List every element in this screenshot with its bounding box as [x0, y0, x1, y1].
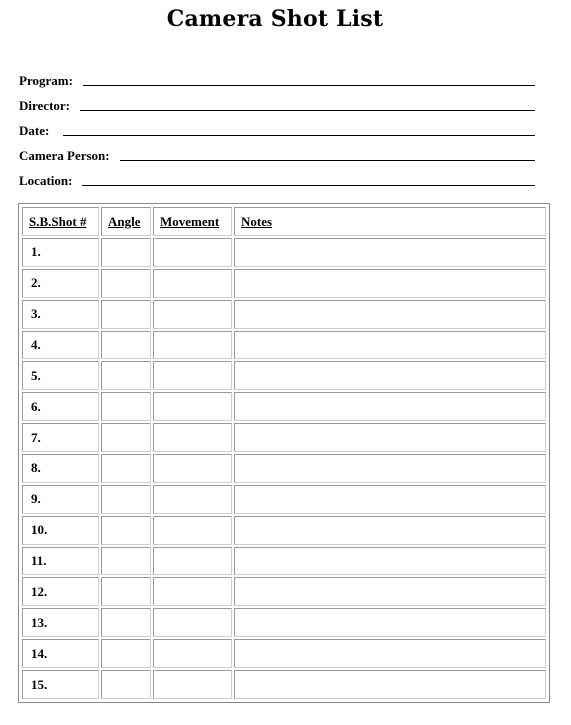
table-row [22, 670, 546, 699]
movement-cell[interactable] [153, 639, 232, 668]
angle-cell[interactable] [101, 608, 151, 637]
camera-person-field[interactable] [120, 146, 535, 161]
angle-cell[interactable] [101, 516, 151, 545]
angle-cell[interactable] [101, 670, 151, 699]
angle-cell[interactable] [101, 392, 151, 421]
shot-number-cell: 6. [22, 392, 99, 421]
shot-number-cell: 10. [22, 516, 99, 545]
angle-cell[interactable] [101, 331, 151, 360]
shot-number-cell: 13. [22, 608, 99, 637]
notes-cell[interactable] [234, 547, 546, 576]
date-field-row [19, 113, 535, 138]
camera-person-label: Camera Person: [19, 148, 110, 163]
notes-cell[interactable] [234, 238, 546, 267]
table-row [22, 423, 546, 452]
notes-cell[interactable] [234, 392, 546, 421]
shot-table-frame [18, 203, 550, 703]
page-title: Camera Shot List [166, 6, 384, 32]
shot-number-cell: 12. [22, 577, 99, 606]
angle-cell[interactable] [101, 547, 151, 576]
table-row [22, 547, 546, 576]
angle-cell[interactable] [101, 423, 151, 452]
table-row [22, 300, 546, 329]
movement-cell[interactable] [153, 392, 232, 421]
header-shot-number: S.B.Shot # [22, 207, 99, 236]
movement-cell[interactable] [153, 300, 232, 329]
director-label: Director: [19, 98, 71, 113]
movement-cell[interactable] [153, 516, 232, 545]
movement-cell[interactable] [153, 361, 232, 390]
location-field[interactable] [82, 171, 535, 186]
shot-number-cell: 7. [22, 423, 99, 452]
table-row [22, 639, 546, 668]
angle-cell[interactable] [101, 361, 151, 390]
shot-number-cell: 1. [22, 238, 99, 267]
notes-cell[interactable] [234, 361, 546, 390]
table-row [22, 361, 546, 390]
shot-number-cell: 5. [22, 361, 99, 390]
angle-cell[interactable] [101, 269, 151, 298]
date-label: Date: [19, 123, 50, 138]
angle-cell[interactable] [101, 577, 151, 606]
table-row [22, 269, 546, 298]
notes-cell[interactable] [234, 269, 546, 298]
notes-cell[interactable] [234, 577, 546, 606]
location-field-row [19, 163, 535, 188]
notes-cell[interactable] [234, 300, 546, 329]
camera-person-field-row [19, 138, 535, 163]
angle-cell[interactable] [101, 454, 151, 483]
header-angle: Angle [101, 207, 151, 236]
table-row [22, 516, 546, 545]
movement-cell[interactable] [153, 238, 232, 267]
table-row [22, 608, 546, 637]
table-row [22, 577, 546, 606]
header-notes: Notes [234, 207, 546, 236]
angle-cell[interactable] [101, 300, 151, 329]
header-movement: Movement [153, 207, 232, 236]
date-field[interactable] [63, 121, 535, 136]
shot-number-cell: 15. [22, 670, 99, 699]
shot-number-cell: 14. [22, 639, 99, 668]
angle-cell[interactable] [101, 485, 151, 514]
angle-cell[interactable] [101, 238, 151, 267]
table-row [22, 454, 546, 483]
director-field-row [19, 88, 535, 113]
table-header-row [22, 207, 546, 236]
program-field-row [19, 63, 535, 88]
notes-cell[interactable] [234, 670, 546, 699]
shot-number-cell: 2. [22, 269, 99, 298]
program-field[interactable] [83, 71, 535, 86]
notes-cell[interactable] [234, 639, 546, 668]
angle-cell[interactable] [101, 639, 151, 668]
movement-cell[interactable] [153, 608, 232, 637]
notes-cell[interactable] [234, 608, 546, 637]
notes-cell[interactable] [234, 485, 546, 514]
shot-list-table [20, 205, 548, 701]
movement-cell[interactable] [153, 547, 232, 576]
director-field[interactable] [80, 96, 535, 111]
notes-cell[interactable] [234, 516, 546, 545]
notes-cell[interactable] [234, 454, 546, 483]
table-row [22, 238, 546, 267]
shot-number-cell: 4. [22, 331, 99, 360]
table-row [22, 485, 546, 514]
table-row [22, 331, 546, 360]
movement-cell[interactable] [153, 670, 232, 699]
movement-cell[interactable] [153, 485, 232, 514]
movement-cell[interactable] [153, 454, 232, 483]
shot-number-cell: 8. [22, 454, 99, 483]
shot-number-cell: 3. [22, 300, 99, 329]
movement-cell[interactable] [153, 577, 232, 606]
movement-cell[interactable] [153, 269, 232, 298]
program-label: Program: [19, 73, 73, 88]
notes-cell[interactable] [234, 331, 546, 360]
header-fields [19, 63, 535, 188]
notes-cell[interactable] [234, 423, 546, 452]
table-row [22, 392, 546, 421]
shot-number-cell: 11. [22, 547, 99, 576]
location-label: Location: [19, 173, 73, 188]
shot-number-cell: 9. [22, 485, 99, 514]
movement-cell[interactable] [153, 423, 232, 452]
movement-cell[interactable] [153, 331, 232, 360]
